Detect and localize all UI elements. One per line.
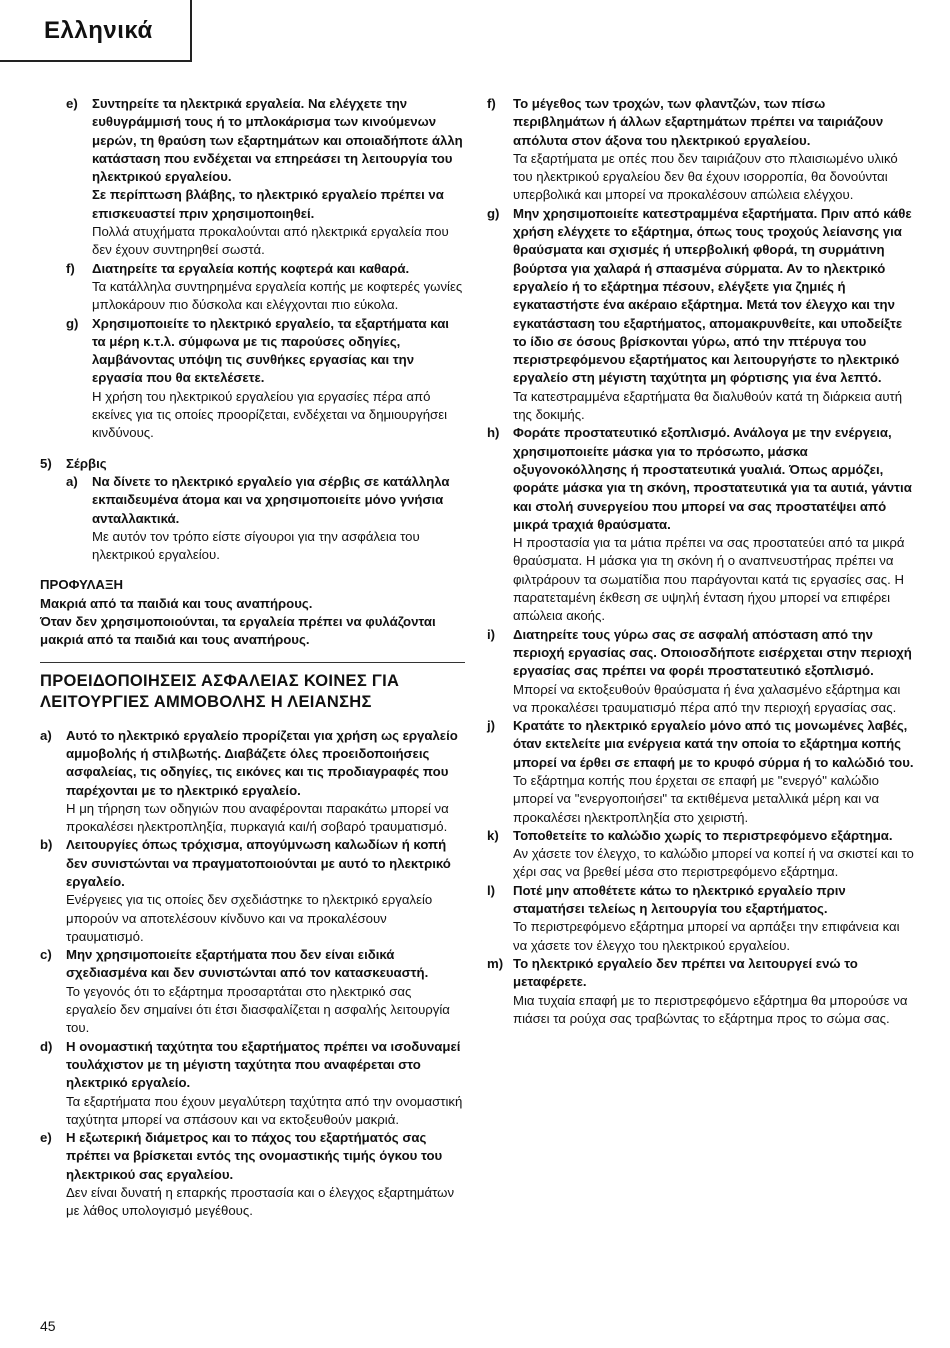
item-body [513,882,915,955]
language-label: Ελληνικά [44,17,153,44]
list-item [40,1129,465,1220]
item-bold-text: Να δίνετε το ηλεκτρικό εργαλείο για σέρβις σε κατάλληλα εκπαιδευμένα άτομα και να χρησιμοποιείτε μόνο γνήσια ανταλλακτικά. [92,473,450,526]
item-bold-text: Φοράτε προστατευτικό εξοπλισμό. Ανάλογα με την ενέργεια, χρησιμοποιείτε μάσκα για το πρόσωπο, μάσκα οξυγονοκόλλησης ή προστατευτικά γυαλιά. Όπως αρμόζει, φοράτε μάσκα για τη σκόνη, προστατευτικά για τα αυτιά, γάντια και στολή συνεργείου που μπορεί να σας προστατέψει από μικρά τραχιά θραύσματα. [513,425,912,532]
item-bold-text: Το ηλεκτρικό εργαλείο δεν πρέπει να λειτουργεί ενώ το μεταφέρετε. [513,955,858,990]
item-label: e) [40,1130,52,1146]
item-label: b) [40,837,53,853]
item-text: Το περιστρεφόμενο εξάρτημα μπορεί να αρπάξει την επιφάνεια και να χάσετε τον έλεγχο του ηλεκτρικού εργαλείου. [513,919,900,953]
maintenance-items [40,95,465,443]
safety-items-left [40,727,465,1221]
item-body [513,424,915,625]
service-title: Σέρβις [66,455,107,471]
item-text: Τα κατεστραμμένα εξαρτήματα θα διαλυθούν κατά τη διάρκεια αυτή της δοκιμής. [513,388,903,423]
list-item [487,882,915,955]
item-body [513,827,915,882]
item-label: e) [66,96,78,111]
item-body [513,717,915,827]
item-text: Πολλά ατυχήματα προκαλούνται από ηλεκτρικά εργαλεία που δεν έχουν συντηρηθεί σωστά. [92,224,449,258]
left-column [40,95,465,1221]
item-bold-text: Η εξωτερική διάμετρος και το πάχος του εξαρτήματός σας πρέπει να βρίσκεται εντός της ονομαστικής τιμής όγκου του ηλεκτρικού σας εργαλείου. [66,1130,443,1182]
item-text: Με αυτόν τον τρόπο είστε σίγουροι για την ασφάλεια του ηλεκτρικού εργαλείου. [92,528,420,563]
precaution-title: ΠΡΟΦΥΛΑΞΗ [40,577,123,593]
precaution-line: Μακριά από τα παιδιά και τους αναπήρους. [40,595,313,611]
item-bold-text: Διατηρείτε τα εργαλεία κοπής κοφτερά και καθαρά. [92,260,410,276]
item-body [92,95,465,260]
list-item [40,1038,465,1129]
item-bold-text: Ποτέ μην αποθέτετε κάτω το ηλεκτρικό εργαλείο πριν σταματήσει τελείως η λειτουργία του εξαρτήματος. [513,882,846,917]
section-title: ΠΡΟΕΙΔΟΠΟΙΗΣΕΙΣ ΑΣΦΑΛΕΙΑΣ ΚΟΙΝΕΣ ΓΙΑ ΛΕΙΤΟΥΡΓΙΕΣ ΑΜΜΟΒΟΛΗΣ Η ΛΕΙΑΝΣΗΣ [40,671,400,711]
list-item [40,946,465,1037]
item-text: Το εξάρτημα κοπής που έρχεται σε επαφή με "ενεργό" καλώδιο μπορεί να "ενεργοποιήσει" τα εκτιθέμενα μεταλλικά μέρη και να προκαλέσει ηλεκτροπληξία στο χειριστή. [513,772,880,825]
list-item [40,836,465,946]
item-bold-text: Κρατάτε το ηλεκτρικό εργαλείο μόνο από τις μονωμένες λαβές, όταν εκτελείτε μια ενέργεια κατά την οποία το εξάρτημα κοπής μπορεί να έρθει σε επαφή με το κρυφό σύρμα ή το καλώδιό του. [513,718,914,770]
item-label: a) [66,473,78,489]
service-heading [40,455,465,473]
item-body [92,260,465,315]
item-text: Το γεγονός ότι το εξάρτημα προσαρτάται στο ηλεκτρικό σας εργαλείο δεν σημαίνει ότι έτσι διασφαλίζεται η ασφαλής λειτουργία του. [66,983,450,1036]
section-divider [40,662,465,663]
item-body [92,473,465,564]
item-label: d) [40,1038,53,1054]
item-bold-text: Λειτουργίες όπως τρόχισμα, απογύμνωση καλωδίων ή κοπή δεν συνιστώνται να πραγματοποιούνται με αυτό το ηλεκτρικό εργαλείο. [66,837,451,889]
item-label: m) [487,955,504,971]
language-tab [0,0,192,62]
item-label: h) [487,425,500,441]
list-item [487,955,915,1028]
list-item [487,626,915,717]
item-body [513,95,915,205]
item-body [66,727,465,837]
item-text: Η χρήση του ηλεκτρικού εργαλείου για εργασίες πέρα από εκείνες για τις οποίες προορίζεται, ενδέχεται να δημιουργήσει κινδύνους. [92,388,448,441]
item-text: Δεν είναι δυνατή η επαρκής προστασία και ο έλεγχος εξαρτημάτων με λάθος υπολογισμό μεγέθους. [66,1185,455,1219]
item-text: Η μη τήρηση των οδηγιών που αναφέρονται παρακάτω μπορεί να προκαλέσει ηλεκτροπληξία, πυρκαγιά και/ή σοβαρό τραυματισμό. [66,800,449,835]
list-item [487,424,915,625]
list-item [487,717,915,827]
item-bold-text: Μην χρησιμοποιείτε κατεστραμμένα εξαρτήματα. Πριν από κάθε χρήση ελέγχετε το εξάρτημα, όπως τους τροχούς λείανσης για θραύσματα και σχισμές ή υπερβολική φθορά, τη συρμάτινη βούρτσα για χαλαρά ή σπασμένα σύρματα. Αν το ηλεκτρικό εργαλείο ή το εξάρτημα πέσουν, ελέγξετε για ζημιές ή εγκαταστήστε ένα ακέραιο εξάρτημα. Μετά τον έλεγχο και την εγκατάσταση του εξαρτήματος, απομακρυνθείτε, και υποδείξτε το ίδιο σε όσους βρίσκονται γύρω, από την πτέρυγα του περιστρεφόμενου εξαρτήματος και λειτουργήστε το ηλεκτρικό εργαλείο στη μέγιστη ταχύτητα μη φόρτισης για ένα λεπτό. [513,205,912,386]
item-text: Μπορεί να εκτοξευθούν θραύσματα ή ένα χαλασμένο εξάρτημα και να προκαλέσει τραυματισμό πέρα από την περιοχή εργασίας σας. [513,681,901,715]
item-text: Τα εξαρτήματα με οπές που δεν ταιριάζουν στο πλαισιωμένο υλικό του ηλεκτρικού εργαλείου δεν θα έχουν ισορροπία, θα δονούνται υπερβολικά και μπορεί να προκαλέσουν απώλεια ελέγχου. [513,150,898,203]
item-label: j) [487,718,496,734]
item-text: Η προστασία για τα μάτια πρέπει να σας προστατεύει από τα μικρά θραύσματα. Η μάσκα για τη σκόνη ή ο αναπνευστήρας πρέπει να φιλτράρουν τα σωματίδια που παράγονται κατά τις εργασίες σας. Η παρατεταμένη έκθεση σε υψηλή ένταση ήχου μπορεί να επιφέρει απώλεια ακοής. [513,535,905,624]
item-body [66,1038,465,1129]
page-number: 45 [40,1318,56,1334]
list-item [487,205,915,425]
item-label: l) [487,882,496,898]
service-number: 5) [40,455,52,471]
list-item [487,95,915,205]
item-body [66,946,465,1037]
service-items [40,473,465,564]
item-label: k) [487,827,499,843]
item-label: c) [40,947,52,963]
item-text: Ενέργειες για τις οποίες δεν σχεδιάστηκε το ηλεκτρικό εργαλείο μπορούν να αποτελέσουν κίνδυνο και να προκαλέσουν τραυματισμό. [66,892,433,944]
item-label: a) [40,727,52,743]
item-label: f) [487,96,496,111]
item-bold-text: Συντηρείτε τα ηλεκτρικά εργαλεία. Να ελέγχετε την ευθυγράμμισή τους ή το μπλοκάρισμα των κινούμενων μερών, τη θραύση των εξαρτημάτων και οποιαδήποτε άλλη κατάσταση που ενδέχεται να επηρεάσει τη λειτουργία του ηλεκτρικού εργαλείου. [92,96,463,185]
item-bold-text: Το μέγεθος των τροχών, των φλαντζών, των πίσω περιβλημάτων ή άλλων εξαρτημάτων πρέπει να ταιριάζουν απόλυτα στον άξονα του ηλεκτρικού εργαλείου. [513,96,884,148]
item-body [513,626,915,717]
list-item [66,315,465,443]
list-item [66,95,465,260]
right-column [487,95,915,1028]
item-label: f) [66,260,75,276]
item-body [513,205,915,425]
item-bold-text: Μην χρησιμοποιείτε εξαρτήματα που δεν είναι ειδικά σχεδιασμένα και δεν συνιστώνται από τον κατασκευαστή. [66,947,429,981]
item-label: g) [66,315,79,331]
item-text: Αν χάσετε τον έλεγχο, το καλώδιο μπορεί να κοπεί ή να σκιστεί και το χέρι σας να βρεθεί μέσα στο περιστρεφόμενο εξάρτημα. [513,846,914,880]
item-label: g) [487,205,500,221]
item-body [92,315,465,443]
list-item [40,727,465,837]
item-text: Μια τυχαία επαφή με το περιστρεφόμενο εξάρτημα θα μπορούσε να πιάσει τα ρούχα σας τραβώντας το εξάρτημα προς το σώμα σας. [513,992,908,1026]
item-bold-text: Σε περίπτωση βλάβης, το ηλεκτρικό εργαλείο πρέπει να επισκευαστεί πριν χρησιμοποιηθεί. [92,187,444,221]
list-item [487,827,915,882]
item-bold-text: Αυτό το ηλεκτρικό εργαλείο προρίζεται για χρήση ως εργαλείο αμμοβολής ή στιλβωτής. Διαβάζετε όλες προειδοποιήσεις ασφαλείας, τις οδηγίες, τις εικόνες και τις προδιαγραφές που παρέχονται με το ηλεκτρικό εργαλείο. [66,727,458,798]
list-item [66,473,465,564]
item-bold-text: Τοποθετείτε το καλώδιο χωρίς το περιστρεφόμενο εξάρτημα. [513,827,893,843]
item-bold-text: Χρησιμοποιείτε το ηλεκτρικό εργαλείο, τα εξαρτήματα και τα μέρη κ.τ.λ. σύμφωνα με τις παρούσες οδηγίες, λαμβάνοντας υπόψη τις συνθήκες εργασίας και την εργασία που θα εκτελέσετε. [92,315,449,386]
item-label: i) [487,626,496,642]
precaution-line: Όταν δεν χρησιμοποιούνται, τα εργαλεία πρέπει να φυλάζονται μακριά από τα παιδιά και τους αναπήρους. [40,614,436,648]
item-text: Τα κατάλληλα συντηρημένα εργαλεία κοπής με κοφτερές γωνίες μπλοκάρουν πιο δύσκολα και ελέγχονται πιο εύκολα. [92,278,463,313]
item-body [513,955,915,1028]
item-body [66,1129,465,1220]
item-body [66,836,465,946]
item-text: Τα εξαρτήματα που έχουν μεγαλύτερη ταχύτητα από την ονομαστική ταχύτητα μπορεί να σπάσουν και να εκτοξευθούν μακριά. [66,1093,463,1127]
item-bold-text: Η ονομαστική ταχύτητα του εξαρτήματος πρέπει να ισοδυναμεί τουλάχιστον με τη μέγιστη ταχύτητα που αναφέρεται στο ηλεκτρικό εργαλείο. [66,1038,461,1091]
list-item [66,260,465,315]
item-bold-text: Διατηρείτε τους γύρω σας σε ασφαλή απόσταση από την περιοχή εργασίας σας. Οποιοσδήποτε εισέρχεται στην περιοχή εργασίας σας πρέπει να φορέι προστατευτικό εξοπλισμό. [513,626,912,679]
